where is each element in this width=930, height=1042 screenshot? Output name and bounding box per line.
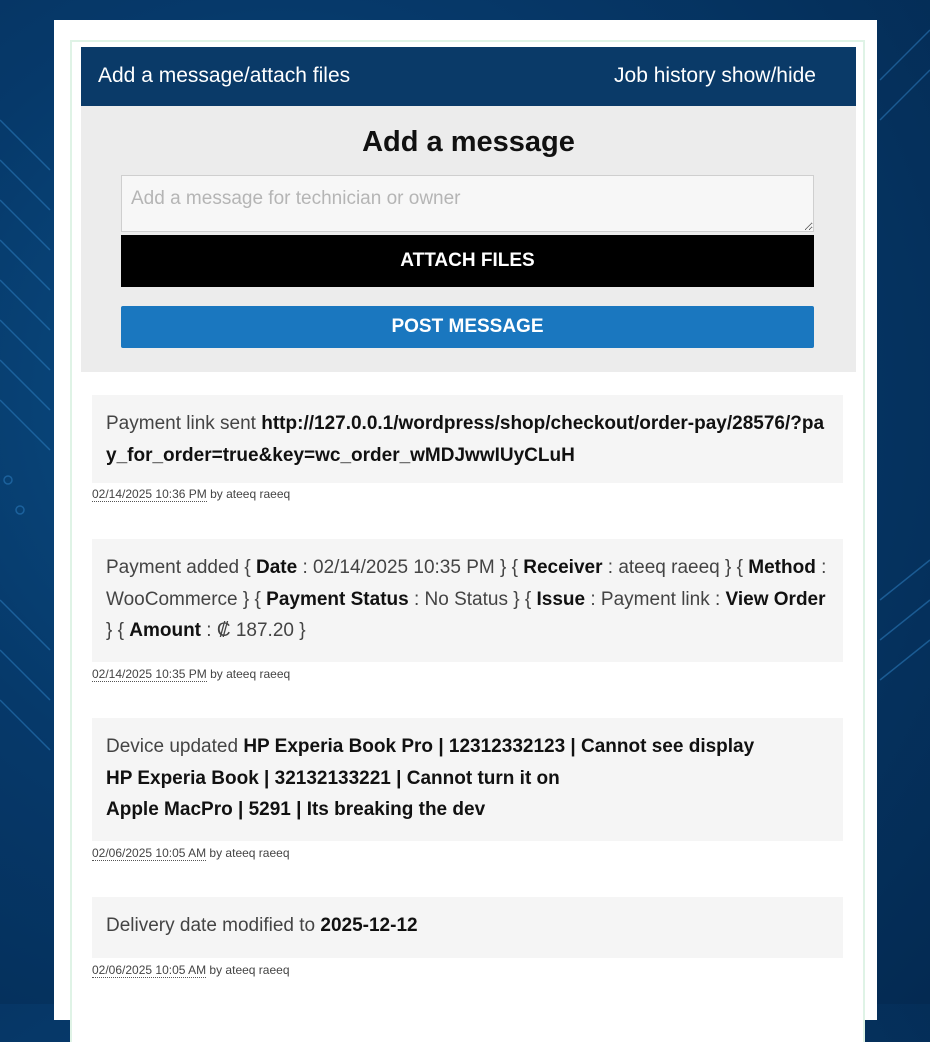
field-value: : ₡ 187.20 }: [201, 620, 306, 641]
entry-text: Payment link sent: [106, 413, 262, 434]
job-panel-inner: [70, 40, 865, 1042]
message-input[interactable]: [121, 175, 814, 232]
job-panel: [54, 20, 877, 1020]
add-message-toggle[interactable]: Add a message/attach files: [98, 64, 351, 87]
compose-section: [81, 106, 856, 372]
entry-text: Device updated: [106, 736, 244, 757]
field-value: : WooCommerce } {: [106, 557, 827, 610]
entry-meta: [92, 667, 290, 681]
entry-author: by ateeq raeeq: [206, 846, 290, 860]
field-value: : No Status } {: [408, 588, 537, 610]
device-line: HP Experia Book Pro | 12312332123 | Cannot see display: [243, 736, 755, 757]
field-key: Method: [748, 557, 816, 578]
field-value: : ateeq raeeq } {: [602, 557, 749, 578]
entry-author: by ateeq raeeq: [206, 667, 291, 681]
field-value: : 02/14/2025 10:35 PM } {: [297, 557, 524, 578]
field-key: Payment Status: [266, 588, 409, 610]
entry-meta: [92, 487, 290, 501]
field-value: : Payment link :: [585, 588, 726, 610]
view-order-link[interactable]: View Order: [725, 588, 826, 610]
history-entry: [92, 395, 843, 483]
post-message-button[interactable]: POST MESSAGE: [121, 306, 814, 348]
panel-header: [81, 47, 856, 106]
history-entry: [92, 718, 843, 841]
delivery-date: 2025-12-12: [320, 915, 418, 936]
device-line: Apple MacPro | 5291 | Its breaking the dev: [106, 799, 486, 820]
field-key: Receiver: [523, 557, 603, 578]
entry-text: Payment added {: [106, 557, 256, 578]
entry-meta: [92, 963, 290, 977]
entry-author: by ateeq raeeq: [206, 963, 290, 977]
entry-timestamp: 02/06/2025 10:05 AM: [92, 846, 207, 860]
compose-title: Add a message: [362, 126, 575, 158]
history-entry: [92, 539, 843, 662]
job-history-toggle[interactable]: Job history show/hide: [614, 64, 816, 87]
entry-timestamp: 02/14/2025 10:36 PM: [92, 487, 207, 501]
payment-link: http://127.0.0.1/wordpress/shop/checkout/order-pay/28576/?pay_for_order=true&key=wc_order_wMDJwwIUyCLuH: [106, 413, 825, 466]
entry-author: by ateeq raeeq: [206, 487, 291, 501]
history-entry: [92, 897, 843, 958]
field-key: Issue: [536, 588, 586, 610]
device-line: HP Experia Book | 32132133221 | Cannot turn it on: [106, 767, 560, 789]
field-key: Amount: [129, 620, 202, 641]
entry-timestamp: 02/14/2025 10:35 PM: [92, 667, 207, 681]
attach-files-button[interactable]: ATTACH FILES: [121, 235, 814, 287]
field-key: Date: [256, 557, 298, 578]
entry-timestamp: 02/06/2025 10:05 AM: [92, 963, 207, 977]
field-value: } {: [106, 620, 130, 641]
entry-text: Delivery date modified to: [106, 915, 321, 936]
entry-meta: [92, 846, 290, 860]
